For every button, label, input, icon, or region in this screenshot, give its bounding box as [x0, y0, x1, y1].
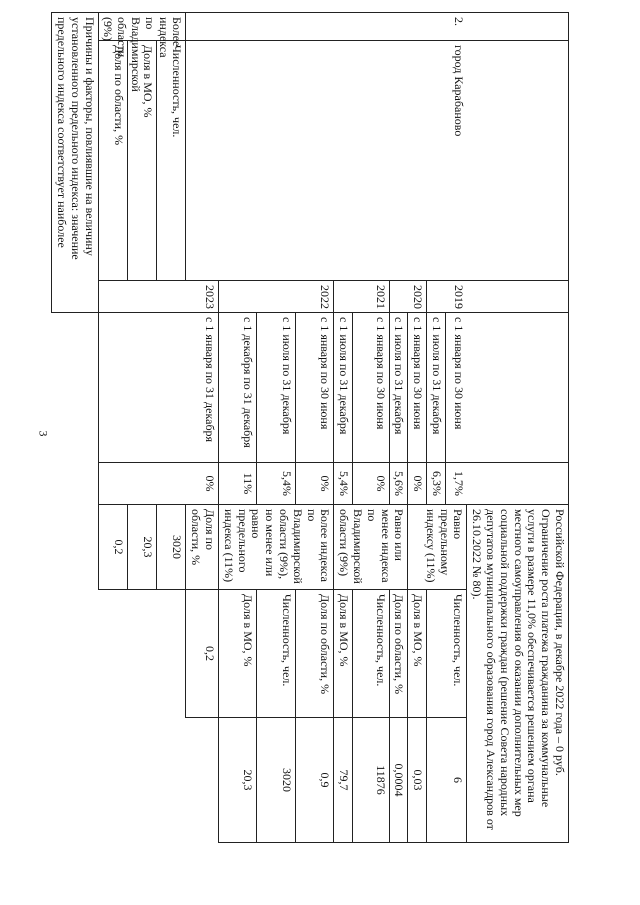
year-2020: 2020 [389, 281, 427, 313]
table-row [445, 13, 467, 843]
percent-2022-1: 0% [295, 463, 333, 505]
period-2021-2: с 1 июля по 31 декабря [334, 313, 353, 463]
municipality-cell-top [467, 41, 569, 281]
metric-share-mo: Доля в МО, % [127, 41, 156, 281]
year-2023: 2023 [98, 281, 218, 313]
value-g4-region: 0,2 [98, 505, 127, 590]
percent-2021-1: 0% [353, 463, 389, 505]
percent-2022-2: 5,4% [257, 463, 295, 505]
value-g2-count: 11876 [353, 718, 389, 843]
metric-count: Численность, чел. [427, 590, 467, 718]
period-2019-1: с 1 января по 30 июня [445, 313, 467, 463]
percent-2023-1: 0% [98, 463, 218, 505]
period-cell-top [467, 313, 569, 463]
metric-share-region: Доля по области, % [295, 590, 333, 718]
value-g3-count: 3020 [257, 718, 295, 843]
tariff-index-table [51, 12, 569, 843]
metric-share-mo: Доля в МО, % [408, 590, 427, 718]
metric-share-region: Доля по области, % [389, 590, 408, 718]
value-g1-region: 0,0004 [389, 718, 408, 843]
value-g2-mo: 79,7 [334, 718, 353, 843]
metric-share-region: Доля по области, % [98, 41, 127, 281]
percent-2021-2: 5,4% [334, 463, 353, 505]
value-g1-mo: 0,03 [408, 718, 427, 843]
percent-2019-2: 6,3% [427, 463, 446, 505]
group-above-regional: Более индекса по Владимирской области (9%) [98, 13, 186, 41]
year-2021: 2021 [334, 281, 389, 313]
value-g1-count: 6 [427, 718, 467, 843]
bottom-paragraph: Причины и факторы, повлиявшие на величину установленного предельного индекса: значение предельного индекса соответствует наиболее [52, 13, 98, 313]
group-equal-limit: Равно предельному индексу (11%) [408, 505, 467, 590]
percent-2019-1: 1,7% [445, 463, 467, 505]
group-between-regional-and-limit: Более индекса по Владимирской области (9%), но менее или равно предельного индекса (11%) [218, 505, 333, 590]
percent-2022-3: 11% [218, 463, 256, 505]
metric-count: Численность, чел. [157, 41, 186, 281]
value-g3-region: 0,2 [186, 590, 219, 718]
period-2023-1: с 1 января по 31 декабря [98, 313, 218, 463]
period-2020-1: с 1 января по 30 июня [408, 313, 427, 463]
row-number-cell-top [467, 13, 569, 41]
period-2022-3: с 1 декабря по 31 декабря [218, 313, 256, 463]
page-number: 3 [36, 430, 51, 437]
period-2022-1: с 1 января по 30 июня [295, 313, 333, 463]
percent-cell-top [467, 463, 569, 505]
period-2022-2: с 1 июля по 31 декабря [257, 313, 295, 463]
value-g2-region: 0,9 [295, 718, 333, 843]
group-below-regional: Равно или менее индекса по Владимирской области (9%) [334, 505, 408, 590]
period-2020-2: с 1 июля по 31 декабря [389, 313, 408, 463]
row-number: 2. [186, 13, 467, 41]
year-cell-top [467, 281, 569, 313]
year-2022: 2022 [218, 281, 333, 313]
metric-count: Численность, чел. [353, 590, 389, 718]
year-2019: 2019 [427, 281, 467, 313]
top-paragraph: Российской Федерации, в декабре 2022 года – 0 руб. Ограничение роста платежа гражданина за коммунальные услуги в размере 11,0% обеспечивается решением органа местного самоуправления об оказании дополнительных мер социальной поддержки граждан (решение Совета народных депутатов муниципального образования город Александров от 26.10.2022 № 80). [467, 505, 569, 843]
metric-share-mo: Доля в МО, % [334, 590, 353, 718]
municipality-name: город Карабаново [186, 41, 467, 281]
period-2021-1: с 1 января по 30 июня [353, 313, 389, 463]
metric-share-mo: Доля в МО, % [218, 590, 256, 718]
percent-2020-1: 0% [408, 463, 427, 505]
period-2019-2: с 1 июля по 31 декабря [427, 313, 446, 463]
table-row [52, 13, 98, 843]
metric-count: Численность, чел. [257, 590, 295, 718]
metric-share-region: Доля по области, % [186, 505, 219, 590]
value-g3-mo: 20,3 [218, 718, 256, 843]
table-row [467, 13, 569, 843]
value-g4-count: 3020 [157, 505, 186, 590]
percent-2020-2: 5,6% [389, 463, 408, 505]
value-g4-mo: 20,3 [127, 505, 156, 590]
